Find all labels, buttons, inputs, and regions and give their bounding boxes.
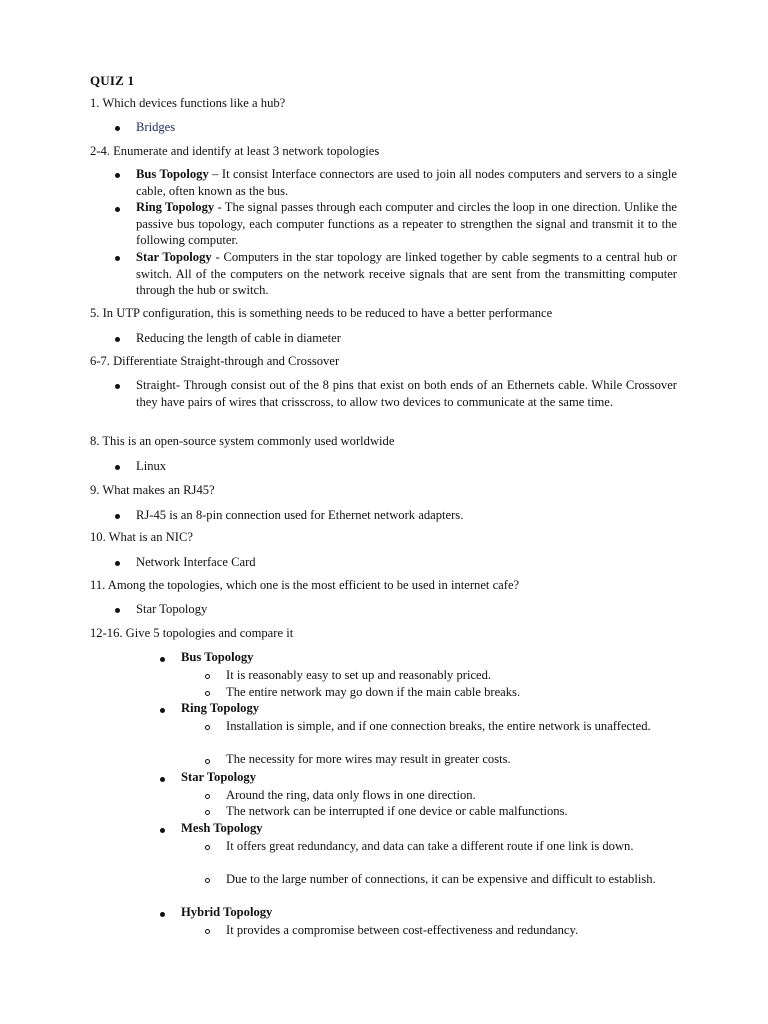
- answer-6-7: Straight- Through consist out of the 8 pins that exist on both ends of an Ethernets cable. While Crossover they have pairs of wires that crisscross, to allow two devices to communicate at the same time.: [136, 378, 677, 409]
- answer-8: Linux: [136, 459, 167, 473]
- bullet-icon: [160, 828, 165, 833]
- answer-star-topology: [136, 249, 677, 299]
- term-bus-topology: Bus Topology: [136, 167, 209, 181]
- question-6-7: 6-7. Differentiate Straight-through and Crossover: [90, 354, 340, 368]
- circle-bullet-icon: [205, 810, 210, 815]
- topology-hybrid-heading: Hybrid Topology: [181, 905, 273, 919]
- bullet-icon: [115, 608, 120, 613]
- topology-mesh-point: It offers great redundancy, and data can take a different route if one link is down.: [226, 839, 634, 853]
- circle-bullet-icon: [205, 845, 210, 850]
- bullet-icon: [160, 708, 165, 713]
- bullet-icon: [160, 777, 165, 782]
- topology-ring-heading: Ring Topology: [181, 701, 260, 715]
- desc-star-topology: - Computers in the star topology are linked together by cable segments to a central hub or switch. All of the computers on the network receive signals that are sent from the transmitting computer through the hub or switch.: [136, 250, 677, 297]
- question-9: 9. What makes an RJ45?: [90, 483, 215, 497]
- term-star-topology: Star Topology: [136, 250, 212, 264]
- bullet-icon: [160, 657, 165, 662]
- answer-1: Bridges: [136, 120, 176, 134]
- question-11: 11. Among the topologies, which one is the most efficient to be used in internet cafe?: [90, 578, 520, 592]
- answer-11: Star Topology: [136, 602, 208, 616]
- desc-ring-topology: - The signal passes through each computer and circles the loop in one direction. Unlike the passive bus topology, each computer functions as a repeater to strengthen the signal and transmit it to the following computer.: [136, 200, 677, 247]
- topology-hybrid-point: It provides a compromise between cost-effectiveness and redundancy.: [226, 923, 579, 937]
- question-2-4: 2-4. Enumerate and identify at least 3 network topologies: [90, 144, 380, 158]
- circle-bullet-icon: [205, 878, 210, 883]
- bullet-icon: [115, 173, 120, 178]
- topology-star-point: The network can be interrupted if one device or cable malfunctions.: [226, 804, 568, 818]
- topology-ring-point: Installation is simple, and if one connection breaks, the entire network is unaffected.: [226, 719, 651, 733]
- circle-bullet-icon: [205, 929, 210, 934]
- question-5: 5. In UTP configuration, this is something needs to be reduced to have a better performance: [90, 306, 553, 320]
- answer-5: Reducing the length of cable in diameter: [136, 331, 341, 345]
- bullet-icon: [115, 207, 120, 212]
- circle-bullet-icon: [205, 725, 210, 730]
- answer-9: RJ-45 is an 8-pin connection used for Ethernet network adapters.: [136, 508, 464, 522]
- circle-bullet-icon: [205, 691, 210, 696]
- topology-bus-heading: Bus Topology: [181, 650, 254, 664]
- answer-10: Network Interface Card: [136, 555, 256, 569]
- circle-bullet-icon: [205, 674, 210, 679]
- topology-bus-point: The entire network may go down if the main cable breaks.: [226, 685, 521, 699]
- circle-bullet-icon: [205, 759, 210, 764]
- answer-ring-topology: [136, 199, 677, 249]
- topology-mesh-heading: Mesh Topology: [181, 821, 263, 835]
- question-12-16: 12-16. Give 5 topologies and compare it: [90, 626, 294, 640]
- bullet-icon: [115, 514, 120, 519]
- topology-star-heading: Star Topology: [181, 770, 257, 784]
- bullet-icon: [115, 465, 120, 470]
- question-8: 8. This is an open-source system commonly used worldwide: [90, 434, 395, 448]
- circle-bullet-icon: [205, 794, 210, 799]
- topology-star-point: Around the ring, data only flows in one direction.: [226, 788, 476, 802]
- topology-ring-point: The necessity for more wires may result in greater costs.: [226, 752, 511, 766]
- bullet-icon: [115, 561, 120, 566]
- answer-bus-topology: [136, 166, 677, 199]
- quiz-title: QUIZ 1: [90, 73, 135, 88]
- question-10: 10. What is an NIC?: [90, 530, 193, 544]
- bullet-icon: [160, 912, 165, 917]
- question-1: 1. Which devices functions like a hub?: [90, 96, 286, 110]
- bullet-icon: [115, 126, 120, 131]
- bullet-icon: [115, 337, 120, 342]
- term-ring-topology: Ring Topology: [136, 200, 215, 214]
- topology-bus-point: It is reasonably easy to set up and reasonably priced.: [226, 668, 492, 682]
- desc-bus-topology: – It consist Interface connectors are used to join all nodes computers and servers to a single cable, often known as the bus.: [136, 167, 677, 198]
- bullet-icon: [115, 384, 120, 389]
- bullet-icon: [115, 256, 120, 261]
- topology-mesh-point: Due to the large number of connections, it can be expensive and difficult to establish.: [226, 872, 656, 886]
